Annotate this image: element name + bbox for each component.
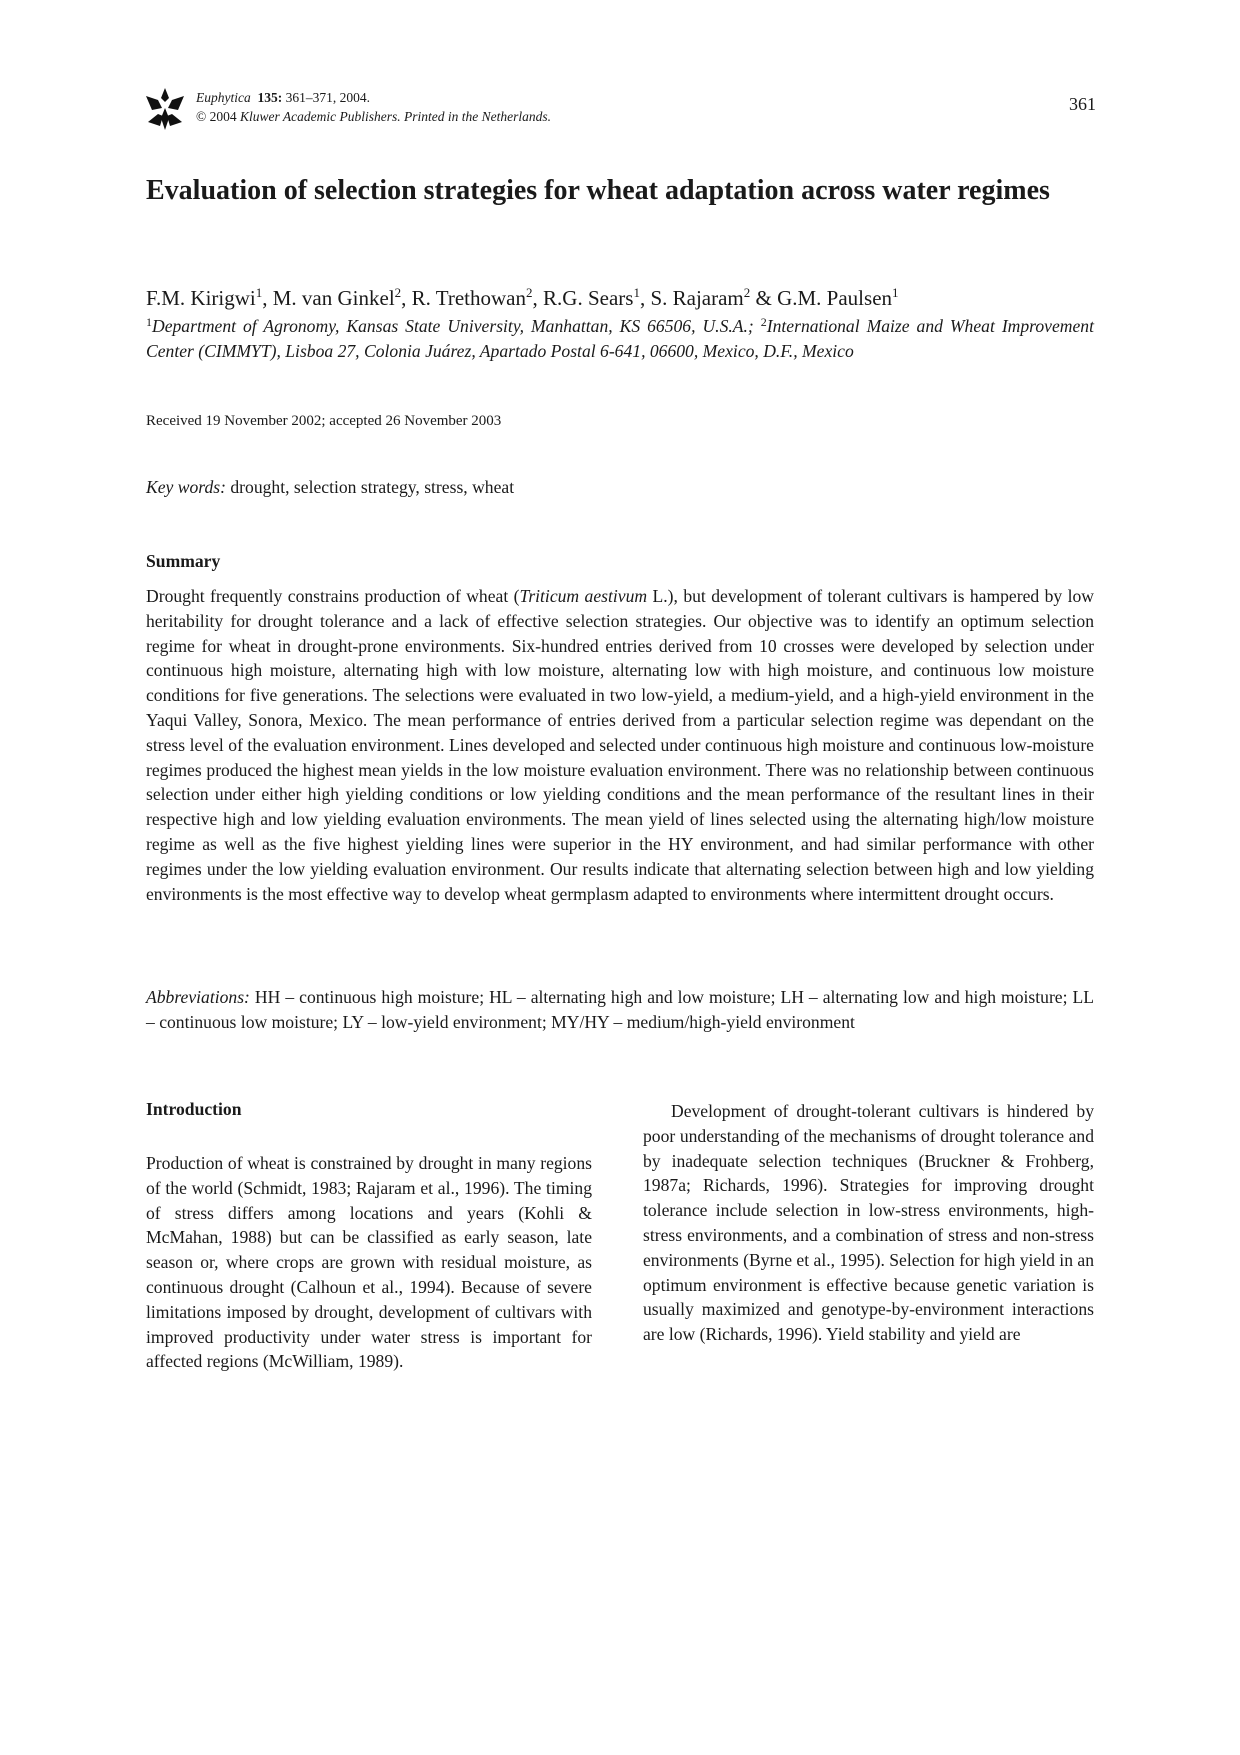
summary-paragraph: [146, 584, 1094, 906]
keywords: [146, 477, 514, 498]
author-list: [146, 285, 1096, 311]
right-column: [643, 1099, 1094, 1347]
author-separator: &: [750, 286, 778, 310]
author-name: S. Rajaram: [650, 286, 744, 310]
received-dates: Received 19 November 2002; accepted 26 November 2003: [146, 413, 502, 429]
copyright-year: © 2004: [196, 109, 241, 124]
abbreviations-paragraph: [146, 985, 1094, 1035]
introduction-paragraph-left: Production of wheat is constrained by drought in many regions of the world (Schmidt, 1983; Rajaram et al., 1996). The timing of stress differs among locations and years (Kohli & McMahan, 1988) but can be classified as early season, late season or, where crops are grown with residual moisture, as continuous drought (Calhoun et al., 1994). Because of severe limitations imposed by drought, development of cultivars with improved productivity under water stress is important for affected regions (McWilliam, 1989).: [146, 1153, 592, 1372]
author-affiliation-number: 2: [394, 285, 402, 300]
author-separator: ,: [532, 286, 544, 310]
summary-text-rest: L.), but development of tolerant cultivars is hampered by low heritability for drought tolerance and a lack of effective selection strategies. Our objective was to identify an optimum selection regime for wheat in drought-prone environments. Six-hundred entries derived from 10 crosses were developed by selection under continuous high moisture, alternating high with low moisture, alternating low with high moisture, and continuous low moisture conditions for five generations. The selections were evaluated in two low-yield, a medium-yield, and a high-yield environment in the Yaqui Valley, Sonora, Mexico. The mean performance of entries derived from a particular selection regime was dependant on the stress level of the evaluation environment. Lines developed and selected under continuous high moisture and continuous low-moisture regimes produced the highest mean yields in the low moisture evaluation environment. There was no relationship between continuous selection under either high yielding conditions or low yielding conditions and the mean performance of the resultant lines in their respective high and low yielding evaluation environments. The mean yield of lines selected using the alternating high/low moisture regime as well as the five highest yielding lines were superior in the HY environment, and had similar performance with other regimes under the low yielding evaluation environment. Our results indicate that alternating selection between high and low yielding environments is the most effective way to develop wheat germplasm adapted to environments where intermittent drought occurs.: [146, 586, 1095, 904]
publisher-line: Kluwer Academic Publishers. Printed in the Netherlands.: [240, 109, 551, 124]
affiliation-number: 2: [760, 315, 767, 329]
author-affiliation-number: 2: [743, 285, 751, 300]
journal-name: Euphytica: [196, 90, 251, 105]
author-name: R.G. Sears: [543, 286, 634, 310]
author-separator: ,: [401, 286, 412, 310]
author-name: F.M. Kirigwi: [146, 286, 256, 310]
author-affiliation-number: 1: [892, 285, 899, 300]
author-separator: ,: [262, 286, 273, 310]
abbreviations-label: Abbreviations:: [146, 987, 250, 1007]
affiliation-number: 1: [146, 315, 152, 329]
author-name: R. Trethowan: [411, 286, 527, 310]
affiliation-text: Department of Agronomy, Kansas State University, Manhattan, KS 66506, U.S.A.;: [152, 316, 761, 336]
introduction-paragraph-right: Development of drought-tolerant cultivars is hindered by poor understanding of the mechanisms of drought tolerance and by inadequate selection techniques (Bruckner & Frohberg, 1987a; Richards, 1996). Strategies for improving drought tolerance include selection in low-stress environments, high-stress environments, and a combination of stress and non-stress environments (Byrne et al., 1995). Selection for high yield in an optimum environment is effective because genetic variation is usually maximized and genotype-by-environment interactions are low (Richards, 1996). Yield stability and yield are: [643, 1101, 1094, 1345]
author-separator: ,: [639, 286, 651, 310]
affiliations: [146, 314, 1094, 364]
author-affiliation-number: 2: [526, 285, 533, 300]
journal-volume: 135:: [257, 90, 283, 105]
introduction-heading: Introduction: [146, 1099, 242, 1119]
journal-header: [146, 88, 1096, 132]
copyright-line: [196, 107, 551, 126]
author-affiliation-number: 1: [633, 285, 640, 300]
summary-text-start: Drought frequently constrains production of wheat (: [146, 586, 520, 606]
journal-info: [196, 88, 551, 126]
page-number: 361: [1069, 94, 1096, 114]
publisher-logo-icon: [146, 88, 184, 130]
abbreviations-text: HH – continuous high moisture; HL – alternating high and low moisture; LH – alternating low and high moisture; LL – continuous low moisture; LY – low-yield environment; MY/HY – medium/high-yield environment: [146, 987, 1094, 1032]
paper-title: Evaluation of selection strategies for wheat adaptation across water regimes: [146, 175, 1050, 206]
keywords-text: drought, selection strategy, stress, wheat: [225, 477, 515, 497]
left-column: [146, 1099, 592, 1374]
author-name: G.M. Paulsen: [777, 286, 893, 310]
affiliation-text: International Maize and Wheat Improvement Center (CIMMYT), Lisboa 27, Colonia Juárez, Apartado Postal 6-641, 06600, Mexico, D.F., Mexico: [146, 316, 1094, 361]
species-name: Triticum aestivum: [519, 586, 648, 606]
journal-pages-year: 361–371, 2004.: [282, 90, 370, 105]
author-affiliation-number: 1: [255, 285, 263, 300]
journal-citation: [196, 88, 551, 107]
keywords-label: Key words:: [146, 477, 226, 497]
summary-heading: Summary: [146, 551, 221, 571]
author-name: M. van Ginkel: [272, 286, 395, 310]
